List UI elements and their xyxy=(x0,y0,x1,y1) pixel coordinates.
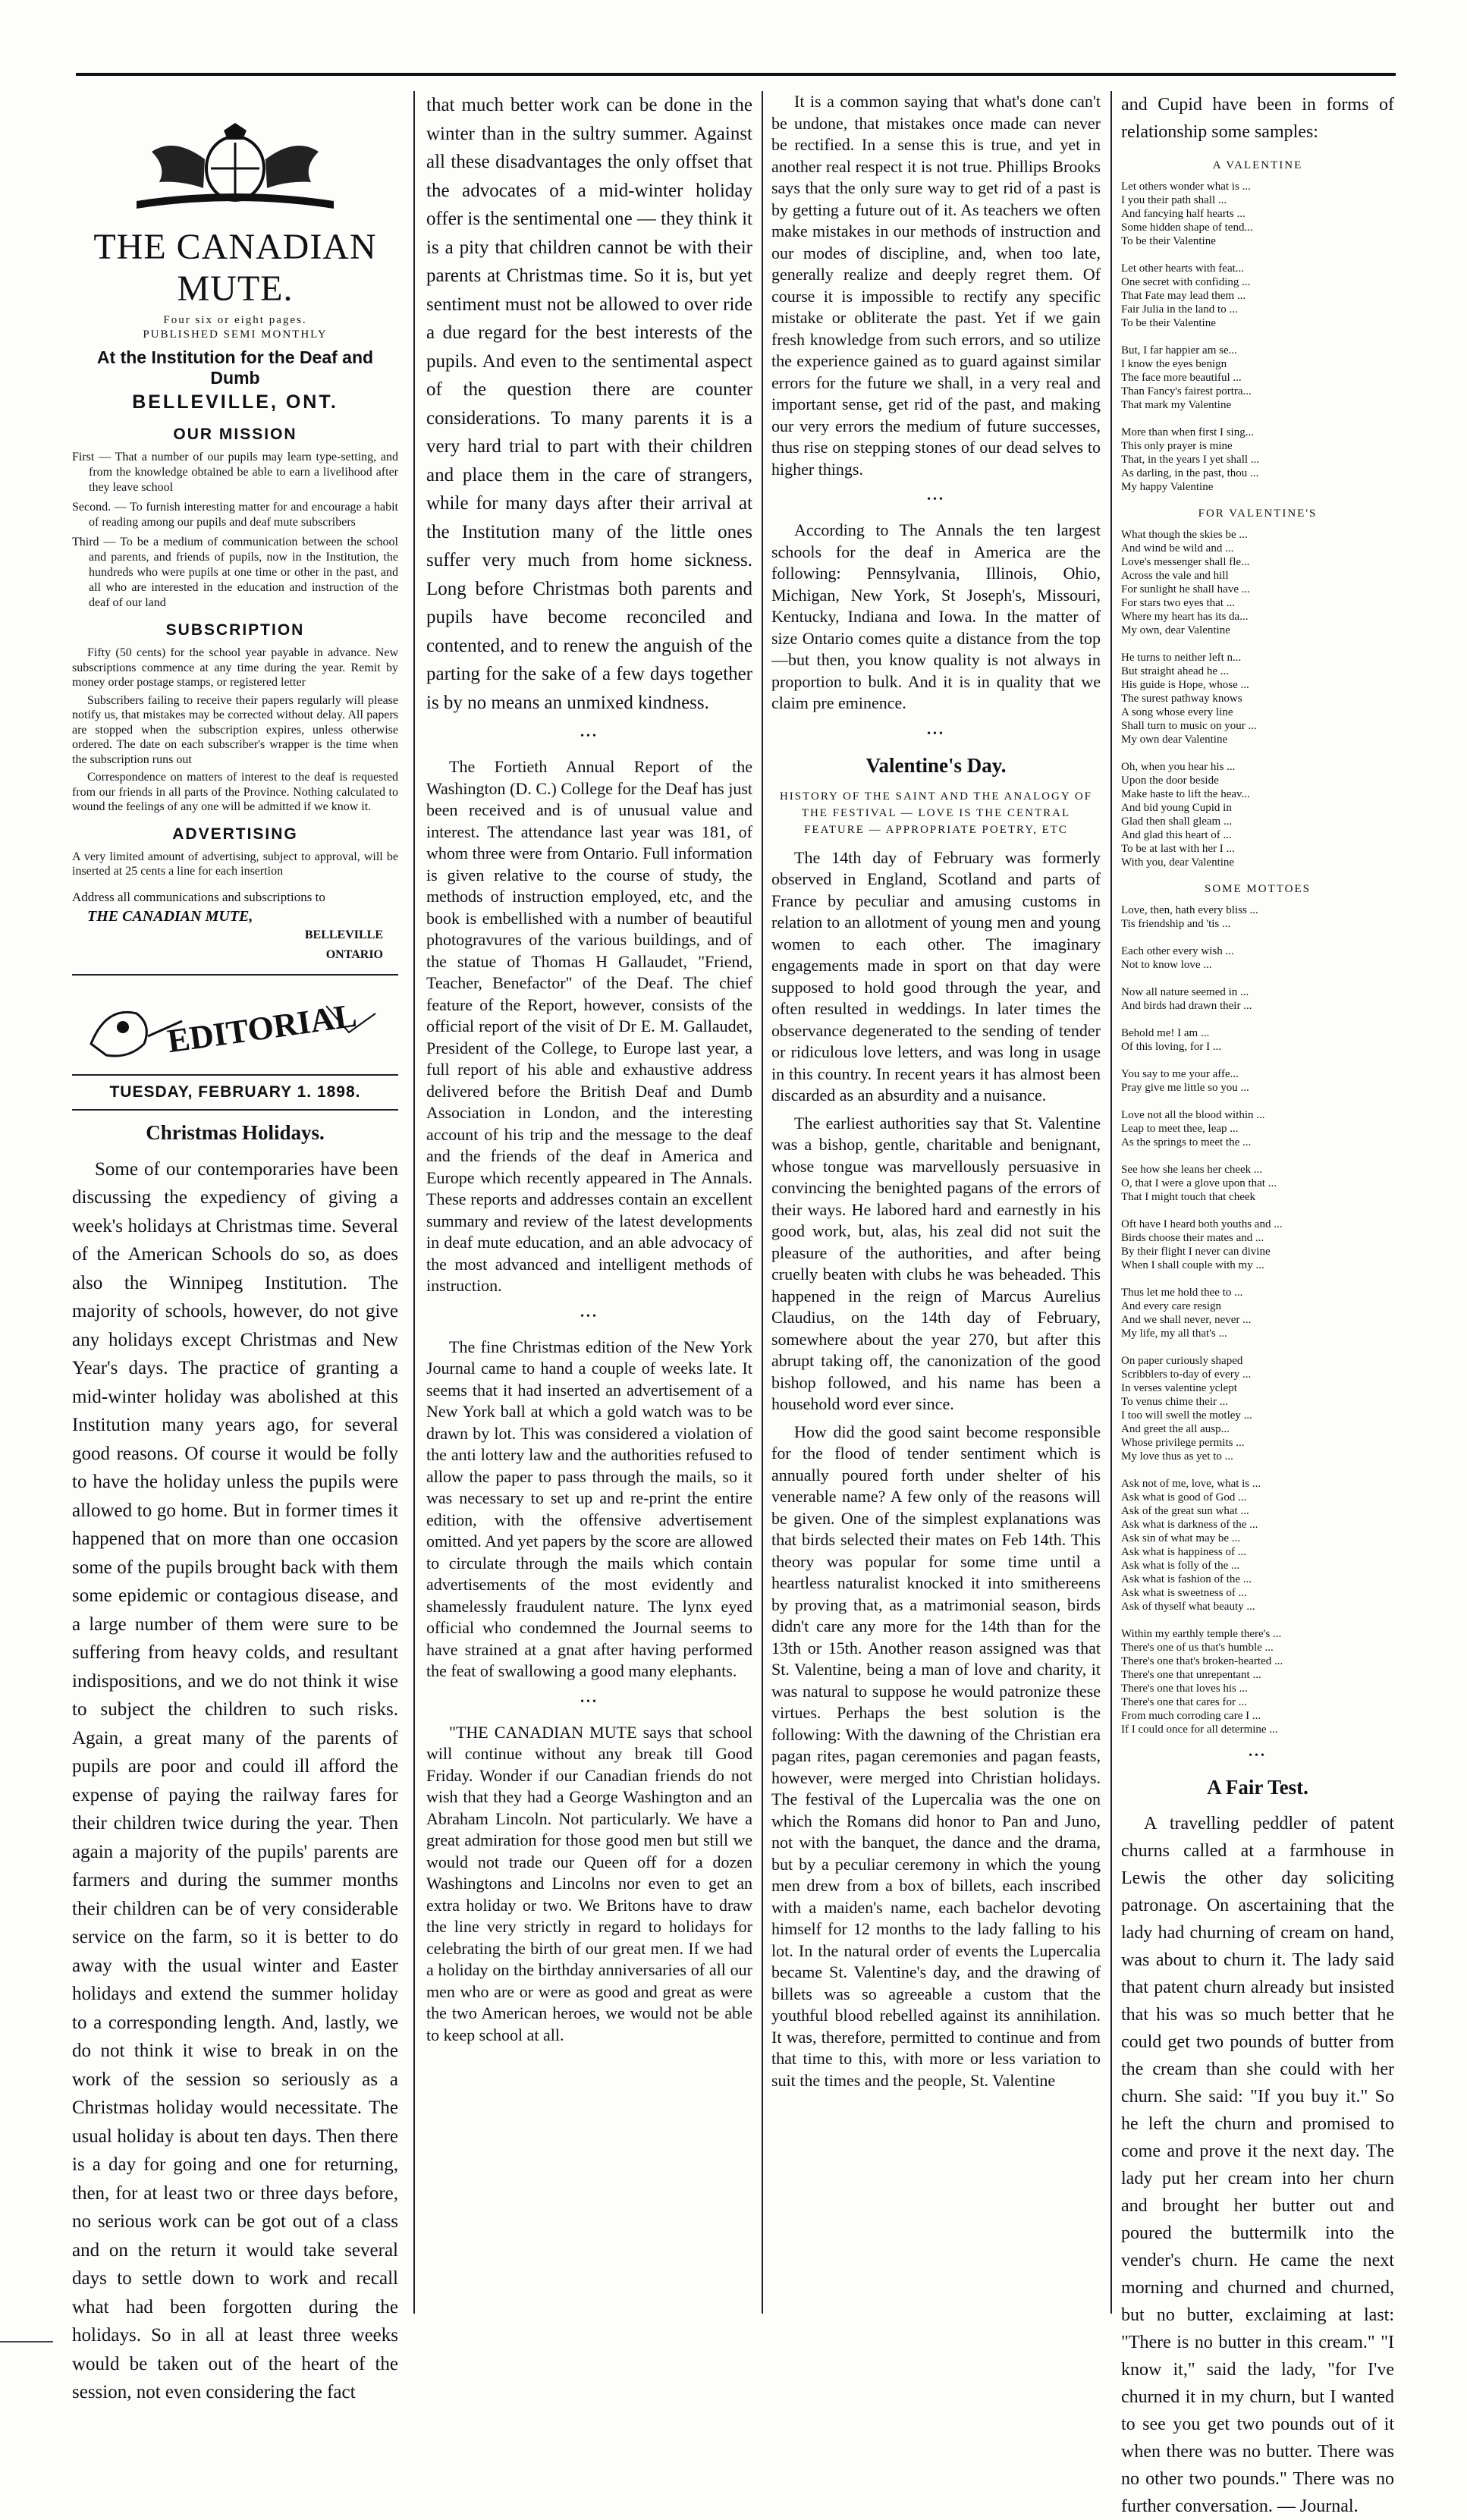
column-4 xyxy=(1121,91,1394,2516)
subscription-text: Fifty (50 cents) for the school year payable in advance. New subscriptions commence at any time during the year. Remit by money order postage stamps, or registered letter xyxy=(72,646,398,689)
separator: ••• xyxy=(927,494,945,505)
mission-item: Second. — To furnish interesting matter for and encourage a habit of reading among our pupils and deaf mute subscribers xyxy=(72,501,398,529)
column-rule xyxy=(1110,91,1112,2314)
article-paragraph: How did the good saint become responsible for the flood of tender sentiment which is annually poured forth under shelter of his venerable name? A few only of the reasons will be given. One of the simplest explanations was that birds selected their mates on Feb 14th. This theory was popular for some time until a heartless naturalist knocked it into smithereens by proving that, as a matrimonial season, birds didn't care any more for the 14th than for the 13th or 15th. Another reason assigned was that St. Valentine, being a man of love and charity, it was natural to suppose he would patronize these virtues. Perhaps the best solution is the following: With the dawning of the Christian era pagan rites, pagan ceremonies and pagan feasts, however, were merged into Christian holidays. The festival of the Lupercalia was the one on which the Romans did honor to Pan and Juno, not with the banquet, the dance and the drama, but by a peculiar ceremony in which the young men drew from a box of billets, each inscribed with a maiden's name, each bachelor devoting himself for 12 months to the lady falling to his lot. In the natural order of events the Lupercalia became St. Valentine's day, and the drawing of billets was so agreeable a custom that the youthful blood rebelled against its annihilation. It was, therefore, permitted to continue and from that time to this, with more or less variation to suit the times and the people, St. Valentine xyxy=(771,1422,1101,2090)
separator: ••• xyxy=(580,1310,598,1322)
address-name: THE CANADIAN MUTE, xyxy=(87,907,253,925)
divider xyxy=(72,974,398,976)
editorial-logo-text: EDITORIAL xyxy=(165,996,360,1060)
address-province: ONTARIO xyxy=(325,947,383,961)
address-lead: Address all communications and subscriptions to xyxy=(72,889,325,904)
editorial-banner-icon xyxy=(76,991,394,1067)
column-rule xyxy=(413,91,415,2314)
issue-date: TUESDAY, FEBRUARY 1. 1898. xyxy=(72,1074,398,1111)
subscription-text: Correspondence on matters of interest to the deaf is requested from our friends in all parts of the Province. Nothing calculated to wound the feelings of any one will be admitted if we know it. xyxy=(72,771,398,813)
article-title: Valentine's Day. xyxy=(865,753,1007,777)
masthead-city: BELLEVILLE, ONT. xyxy=(132,391,338,413)
subscription-heading: SUBSCRIPTION xyxy=(165,621,305,639)
poem: What though the skies be ... And wind be wild and ... Love's messenger shall fle... Across the vale and hill For sunlight he shall have ... For stars two eyes that ... Where my heart has its da... My own, dear Valentine He turns to neither left n... But straight ahead he ... His guide is Hope, whose ... The surest pathway knows A song whose every line Shall turn to music on your ... My own dear Valentine Oh, when you hear his ... Upon the door beside Make haste to lift the heav... And bid young Cupid in Glad then shall gleam ... And glad this heart of ... To be at last with her I ... With you, dear Valentine xyxy=(1121,529,1257,869)
column-1 xyxy=(72,91,398,2402)
article-paragraph: and Cupid have been in forms of relationship some samples: xyxy=(1121,95,1394,142)
article-paragraph: The 14th day of February was formerly observed in England, Scotland and parts of France by peculiar and amusing customs in relation to an allotment of young men and young women to each other. The imaginary engagements made in sport on that day were supposed to hold good through the year, and often resulted in weddings. In later times the observance degenerated to the sending of tender or ridiculous love letters, and was long in usage in this country. In recent years it has almost been discarded as an absurdity and a nuisance. xyxy=(771,847,1101,1104)
article-paragraph: Some of our contemporaries have been discussing the expediency of giving a week's holidays at Christmas time. Several of the American Schools do so, as does also the Winnipeg Institution. The majority of schools, however, do not give any holidays except Christmas and New Year's days. The practice of granting a mid-winter holiday was abolished at this Institution many years ago, for several good reasons. Of course it would be folly to have the holiday unless the pupils were allowed to go home. But in former times it happened that on more than one occasion some of the pupils brought back with them some epidemic or contagious disease, and a large number of them were sure to be suffering from heavy colds, and resultant indispositions, and we do not think it wise to subject the children to such risks. Again, a great many of the parents of pupils are poor and could ill afford the expense of paying the railway fares for their children twice during the year. Then again a majority of the pupils' parents are farmers and during the summer months their children can be of very considerable service on the farm, so it is better to do away with the usual winter and Easter holidays and extend the summer holiday to a corresponding length. And, lastly, we do not think it wise to break in on the work of the session so seriously as a Christmas holiday would necessitate. The usual holiday is about ten days. Then there is a day for going and one for returning, then, for at least two or three days before, no serious work can be got out of a class and on the return it would take several days to settle down to work and recall what had been forgotten during the holidays. So in all at least three weeks would be taken out of the heart of the session, not even considering the fact xyxy=(72,1158,398,2402)
masthead-pages: Four six or eight pages. xyxy=(163,314,307,326)
royal-crest-icon xyxy=(121,121,349,212)
poem-heading: A VALENTINE xyxy=(1212,159,1303,171)
column-2 xyxy=(426,91,752,2336)
mission-heading: OUR MISSION xyxy=(173,426,297,443)
advertising-heading: ADVERTISING xyxy=(172,825,298,843)
poem-heading: SOME MOTTOES xyxy=(1205,883,1311,895)
article-paragraph: A travelling peddler of patent churns called at a farmhouse in Lewis the other day soliciting patronage. On ascertaining that the lady had churning of cream on hand, was about to churn it. The lady said that patent churn already but insisted that his was so much better that he could get two pounds of butter from the cream than she could with her churn. She said: "If you buy it." So he left the churn and promised to come and prove it the next day. The lady put her cream into her churn and brought her butter out and poured the buttermilk into the vender's churn. He came the next morning and churned and churned, but no butter, exclaiming at last: "There is no butter in this cream." "I know it," said the lady, "for I've churned it in my churn, but I wanted to see you get two pounds out of it when there was no butter. There was no other two pounds." There was no further conversation. — Journal. xyxy=(1121,1814,1394,2516)
separator: ••• xyxy=(580,1695,598,1708)
article-title: Christmas Holidays. xyxy=(146,1120,325,1144)
article-paragraph: The earliest authorities say that St. Valentine was a bishop, gentle, charitable and benignant, whose tongue was marvellously persuasive in convincing the benighted pagans of the errors of their ways. He labored hard and earnestly in his good work, but, alas, his zeal did not suit the pleasure of the authorities, and after being cruelly beaten with clubs he was beheaded. This happened in the reign of Marcus Aurelius Claudius, on the 14th day of February, somewhere about the year 270, but after this abrupt taking off, the canonization of the good bishop followed, and his name has been a household word ever since. xyxy=(771,1113,1101,1413)
subscription-text: Subscribers failing to receive their papers regularly will please notify us, that mistakes may be corrected without delay. All papers are stopped when the subscription expires, unless otherwise ordered. The date on each subscriber's wrapper is the time when the subscription runs out xyxy=(72,693,398,766)
masthead-institution: At the Institution for the Deaf and Dumb xyxy=(96,347,374,388)
mission-item: Third — To be a medium of communication between the school and parents, and friends of pupils, now in the Institution, the hundreds who were pupils at one time or other in the past, and all who are interested in the education and instruction of the deaf of our land xyxy=(72,536,398,609)
column-rule xyxy=(762,91,763,2314)
article-paragraph: According to The Annals the ten largest schools for the deaf in America are the following: Pennsylvania, Illinois, Ohio, Michigan, New York, St Joseph's, Missouri, Kentucky, Indiana and Iowa. In the matter of size Ontario comes quite a distance from the top—but then, you know quality is not always in proportion to bulk. And it is in quality that we claim pre eminence. xyxy=(771,520,1101,712)
article-paragraph: "THE CANADIAN MUTE says that school will continue without any break till Good Friday. Wonder if our Canadian friends do not wish that they had a George Washington and an Abraham Lincoln. Not particularly. We have a great admiration for those good men but still we would not trade our Queen off for a dozen Washingtons and Lincolns nor even to get an extra holiday or two. We Britons have to draw the line very strictly in regard to holidays for celebrating the birth of our great men. If we had a holiday on the birthday anniversaries of all our men who are or were as good and great as were the two American heroes, we would not be able to keep school at all. xyxy=(426,1722,752,2044)
advertising-text: A very limited amount of advertising, subject to approval, will be inserted at 25 cents a line for each insertion xyxy=(72,850,398,878)
masthead xyxy=(72,121,398,413)
article-subtitle: HISTORY OF THE SAINT AND THE ANALOGY OF THE FESTIVAL — LOVE IS THE CENTRAL FEATURE — APPROPRIATE POETRY, ETC xyxy=(779,790,1093,836)
article-paragraph: that much better work can be done in the winter than in the sultry summer. Against all these disadvantages the only offset that the advocates of a mid-winter holiday offer is the sentimental one — they think it is a pity that children cannot be with their parents at Christmas time. So it is, but yet sentiment must not be allowed to over ride a due regard for the best interests of the pupils. And even to the sentimental aspect of the question there are counter considerations. To many parents it is a very hard trial to part with their children and place them in the care of strangers, while for many days after their arrival at the Institution many of the little ones suffer very much from home sickness. Long before Christmas both parents and pupils have become reconciled and contented, and to renew the anguish of the parting for the sake of a few days together is by no means an unmixed kindness. xyxy=(426,95,753,713)
top-rule xyxy=(76,73,1396,76)
separator: ••• xyxy=(927,727,945,740)
poem: Let others wonder what is ... I you their path shall ... And fancying half hearts ... Some hidden shape of tend... To be their Valentine Let other hearts with feat... One secret with confiding ... That Fate may lead them ... Fair Julia in the land to ... To be their Valentine But, I far happier am se... I know the eyes benign The face more beautiful ... Than Fancy's fairest portra... That mark my Valentine More than when first I sing... This only prayer is mine That, in the years I yet shall ... As darling, in the past, thou ... My happy Valentine xyxy=(1121,181,1260,493)
masthead-published: PUBLISHED SEMI MONTHLY xyxy=(143,328,328,341)
masthead-title: THE CANADIAN MUTE. xyxy=(93,227,377,309)
column-3 xyxy=(771,91,1101,2336)
separator: ••• xyxy=(580,731,598,742)
article-paragraph: The Fortieth Annual Report of the Washington (D. C.) College for the Deaf has just been received and is of unusual value and interest. The attendance last year was 181, of whom three were from Ontario. Full information is given relative to the course of study, the methods of instruction employed, etc, and the book is embellished with a number of beautiful photogravures of the various buildings, and of the statue of Thomas H Gallaudet, "Friend, Teacher, Benefactor" of the Deaf. The chief feature of the Report, however, consists of the official report of the visit of Dr E. M. Gallaudet, President of the College, to Europe last year, a full report of his able and exhaustive address delivered before the British Deaf and Dumb Association in London, and the interesting account of his trip and the message to the deaf and the friends of the deaf in America and Europe which recently appeared in The Annals. These reports and addresses contain an excellent summary and review of the latest developments in deaf mute education, and an able advocacy of the most advanced and intelligent methods of instruction. xyxy=(426,757,752,1295)
mission-item: First — That a number of our pupils may learn type-setting, and from the knowledge obtained be able to earn a livelihood after they leave school xyxy=(72,451,398,494)
article-paragraph: The fine Christmas edition of the New York Journal came to hand a couple of weeks late. It seems that it had inserted an advertisement of a New York ball at which a gold watch was to be drawn by lot. This was considered a violation of the anti lottery law and the authorities refused to allow the paper to pass through the mails, so it was necessary to set up and re-print the entire edition, with the offensive advertisement omitted. And yet papers by the score are allowed to circulate through the mails which contain advertisements of the most evidently and shamelessly fraudulent nature. The lynx eyed official who condemned the Journal seems to have strained at a gnat after having performed the feat of swallowing a good many elephants. xyxy=(426,1337,752,1680)
footer-rule xyxy=(0,2341,53,2342)
article-paragraph: It is a common saying that what's done can't be undone, that mistakes once made can never be rectified. In a sense this is true, and yet in another real respect it is not true. Phillips Brooks says that the only sure way to get rid of a past is by getting a future out of it. As teachers we often make mistakes in our methods of instruction and our modes of discipline, and, when too late, generally realize and deeply regret them. Of course it is impossible to rectify any specific mistake or obliterate the past. Yet if we gain fresh knowledge from such errors, and so utilize the experience gained as to guard against similar errors for the future we shall, in a very real and important sense, get rid of the past, and making our very errors the medium of future successes, thus rise on stepping stones of our dead selves to higher things. xyxy=(771,92,1101,479)
poem: Love, then, hath every bliss ... Tis friendship and 'tis ... Each other every wish ... Not to know love ... Now all nature seemed in ... And birds had drawn their ... Behold me! I am ... Of this loving, for I ... You say to me your affe... Pray give me little so you ... Love not all the blood within ... Leap to meet thee, leap ... As the springs to meet the ... See how she leans her cheek ... O, that I were a glove upon that ... That I might touch that cheek Oft have I heard both youths and ... Birds choose their mates and ... By their flight I never can divine When I shall couple with my ... Thus let me hold thee to ... And every care resign And we shall never, never ... My life, my all that's ... On paper curiously shaped Scribblers to-day of every ... In verses valentine yclept To venus chime their ... I too will swell the motley ... And greet the all ausp... Whose privilege permits ... My love thus as yet to ... Ask not of me, love, what is ... Ask what is good of God ... Ask of the great sun what ... Ask what is darkness of the ... Ask sin of what may be ... Ask what is happiness of ... Ask what is folly of the ... Ask what is fashion of the ... Ask what is sweetness of ... Ask of thyself what beauty ... Within my earthly temple there's ... There's one of us that's humble ... There's one that's broken-hearted ... There's one that unrepentant ... There's one that loves his ... There's one that cares for ... From much corroding care I ... If I could once for all determine ... xyxy=(1121,904,1283,1736)
address-city: BELLEVILLE xyxy=(304,928,383,941)
poem-heading: FOR VALENTINE'S xyxy=(1198,507,1318,520)
article-title: A Fair Test. xyxy=(1207,1776,1308,1799)
separator: ••• xyxy=(1249,1750,1267,1761)
